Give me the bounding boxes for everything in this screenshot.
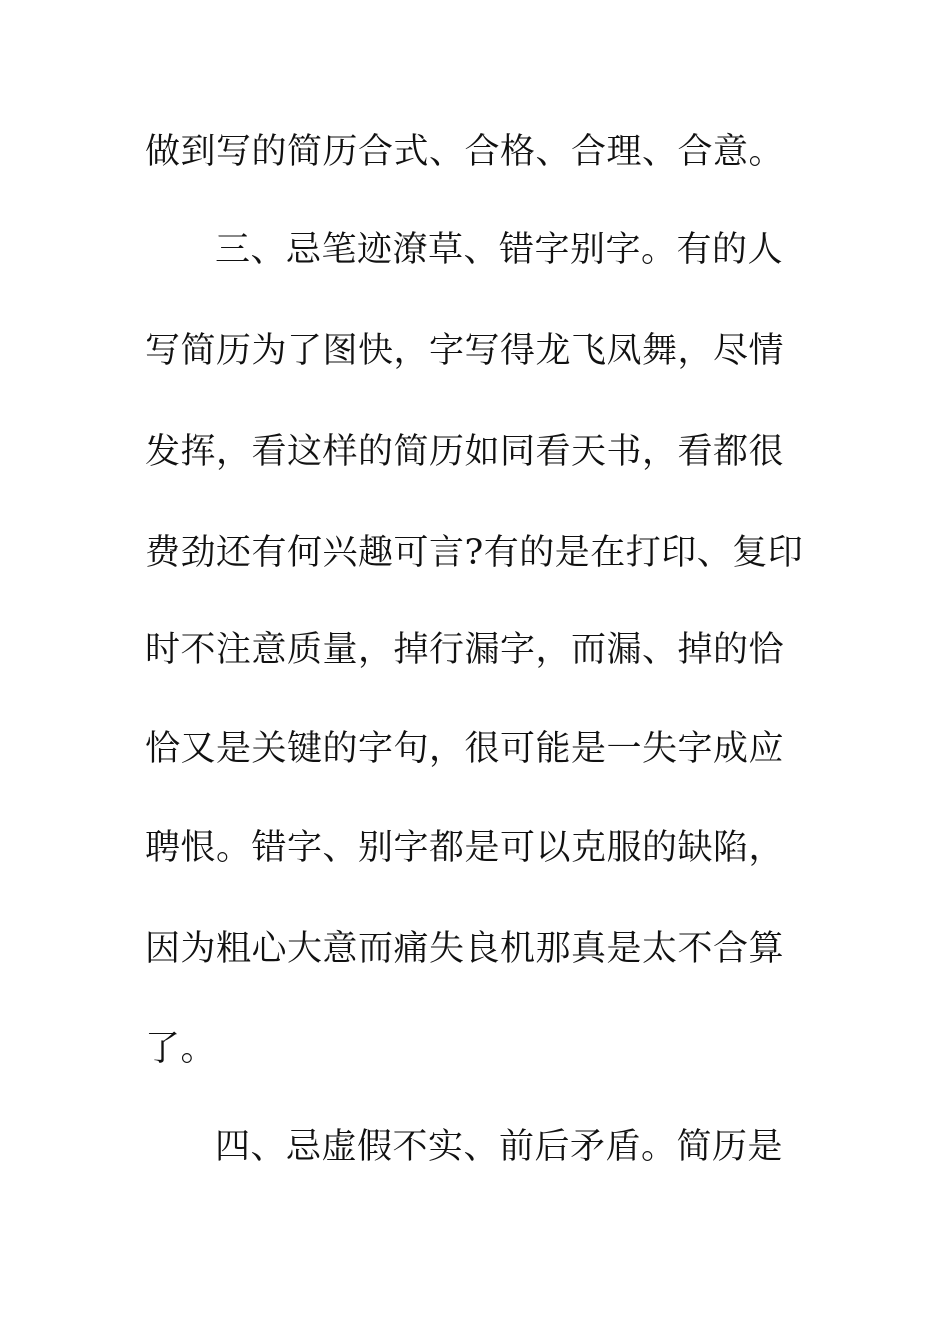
paragraph-line: 时不注意质量，掉行漏字，而漏、掉的恰 (145, 630, 785, 670)
paragraph-line: 做到写的简历合式、合格、合理、合意。 (145, 132, 785, 172)
paragraph-line: 写简历为了图快，字写得龙飞凤舞，尽情 (145, 331, 785, 371)
section-four-heading-line: 四、忌虚假不实、前后矛盾。简历是 (215, 1127, 784, 1167)
paragraph-line: 因为粗心大意而痛失良机那真是太不合算 (145, 929, 785, 969)
paragraph-line: 费劲还有何兴趣可言?有的是在打印、复印 (145, 533, 804, 573)
paragraph-line: 聘恨。错字、别字都是可以克服的缺陷， (145, 828, 785, 868)
paragraph-line: 恰又是关键的字句，很可能是一失字成应 (145, 729, 785, 769)
paragraph-line: 发挥，看这样的简历如同看天书，看都很 (145, 432, 785, 472)
paragraph-line: 了。 (145, 1029, 217, 1069)
section-three-heading-line: 三、忌笔迹潦草、错字别字。有的人 (215, 230, 784, 270)
